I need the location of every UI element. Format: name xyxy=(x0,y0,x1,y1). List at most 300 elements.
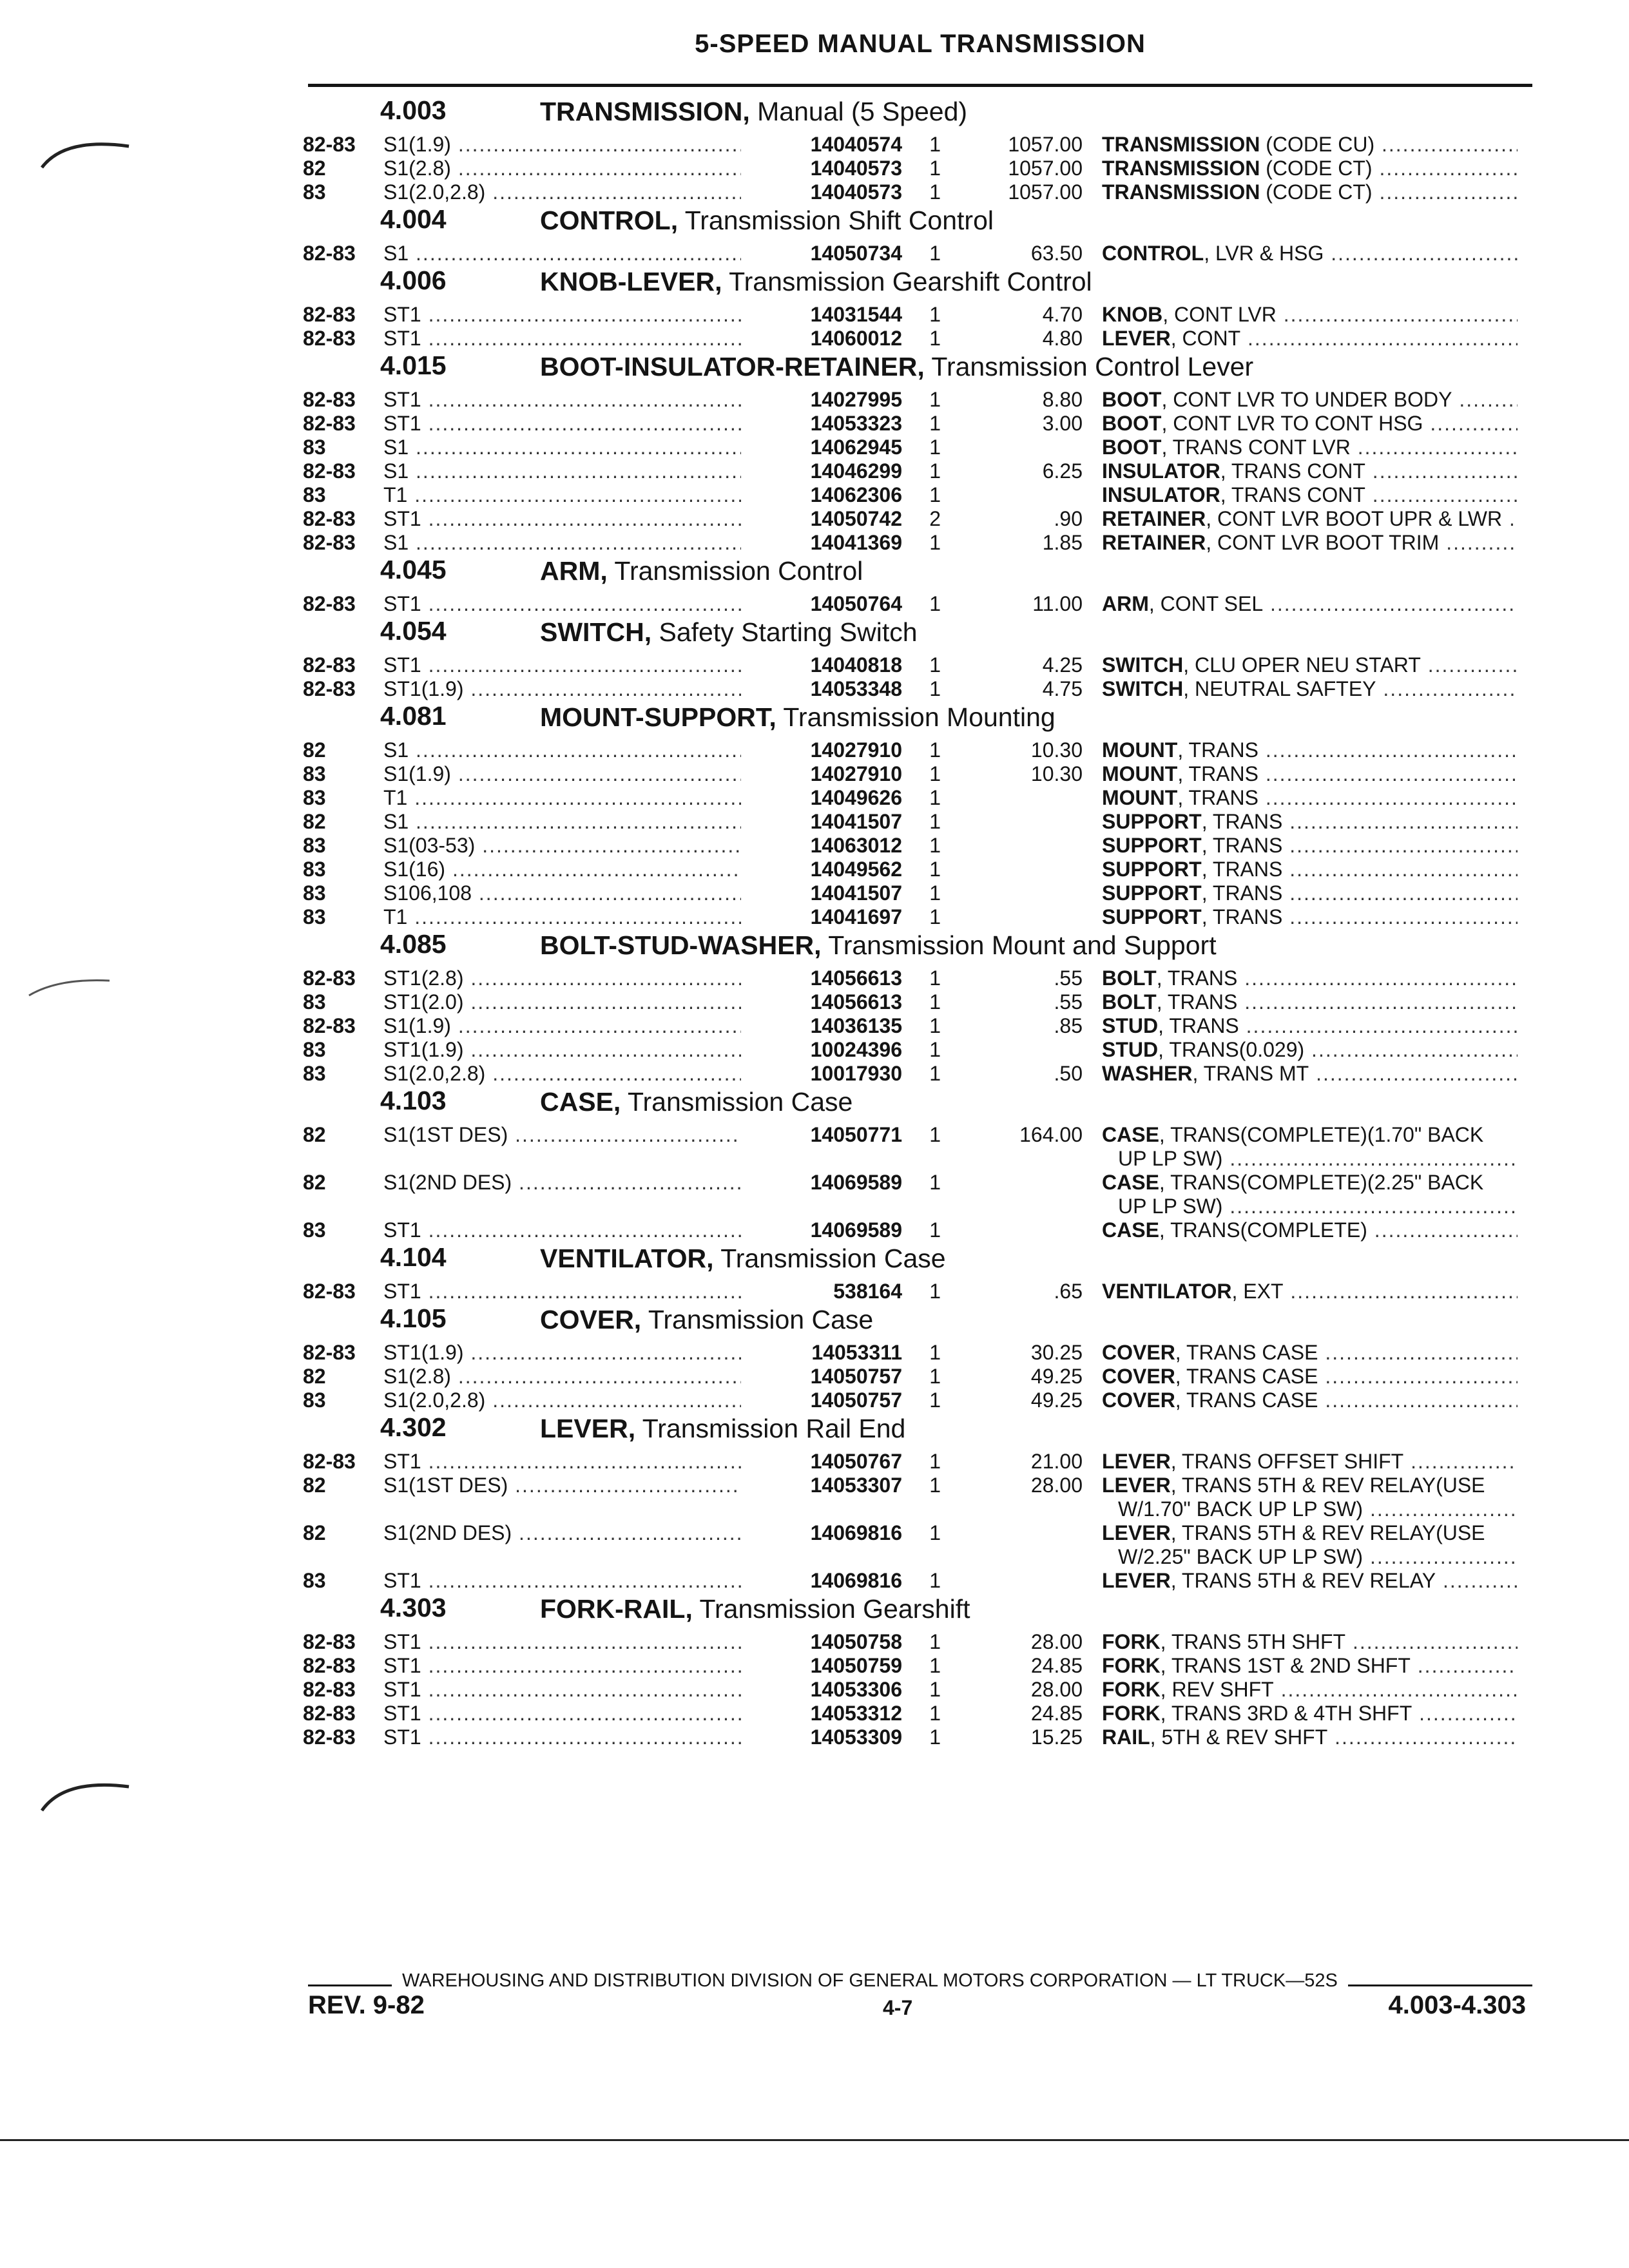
quantity: 1 xyxy=(929,762,941,785)
model-code: ST1 ..... xyxy=(383,1654,741,1678)
header-rule xyxy=(308,84,1532,87)
model-year: 82-83 xyxy=(303,1678,356,1701)
part-row xyxy=(303,180,1534,204)
price: 1057.00 xyxy=(1008,133,1083,156)
description-detail: (CODE CT) xyxy=(1260,157,1373,180)
description-line xyxy=(1102,507,1518,531)
model-year: 82 xyxy=(303,1123,326,1146)
quantity: 1 xyxy=(929,810,941,833)
model-year: 82-83 xyxy=(303,1014,356,1037)
description xyxy=(1102,1218,1518,1242)
part-row xyxy=(303,1014,1534,1038)
description-detail: , TRANS xyxy=(1201,881,1283,905)
description xyxy=(1102,436,1518,459)
description xyxy=(1102,966,1518,990)
part-number: 14053306 xyxy=(741,1678,902,1702)
price: 10.30 xyxy=(1030,762,1083,785)
model-code: ST1 ..... xyxy=(383,388,741,412)
section-title xyxy=(540,1087,853,1117)
description-line xyxy=(1102,1341,1518,1365)
section-title xyxy=(540,1594,970,1624)
section-subtitle: Transmission Control xyxy=(607,556,863,586)
bottom-rule xyxy=(0,2139,1629,2141)
price: .85 xyxy=(1054,1014,1083,1037)
part-number: 14050771 xyxy=(741,1123,902,1147)
section-name: VENTILATOR, xyxy=(540,1244,714,1273)
description xyxy=(1102,327,1518,351)
model-year: 83 xyxy=(303,1569,326,1592)
quantity: 1 xyxy=(929,1389,941,1412)
description xyxy=(1102,858,1518,881)
description xyxy=(1102,905,1518,929)
description-noun: BOOT xyxy=(1102,412,1162,435)
description-detail: , CONT LVR TO CONT HSG xyxy=(1161,412,1423,435)
description-noun: INSULATOR xyxy=(1102,483,1220,506)
part-number: 14050742 xyxy=(741,507,902,531)
part-row xyxy=(303,1171,1534,1218)
model-code: ST1(1.9) ..... xyxy=(383,1038,741,1062)
description xyxy=(1102,180,1518,204)
quantity: 1 xyxy=(929,1341,941,1364)
description-detail: , TRANS CONT xyxy=(1220,483,1365,506)
part-number: 14031544 xyxy=(741,303,902,327)
description xyxy=(1102,157,1518,180)
description-line xyxy=(1102,1014,1518,1038)
part-number: 10017930 xyxy=(741,1062,902,1086)
description xyxy=(1102,507,1518,531)
model-year: 82-83 xyxy=(303,388,356,411)
description-line xyxy=(1102,157,1518,180)
model-year: 83 xyxy=(303,834,326,857)
model-code: ST1 ..... xyxy=(383,1280,741,1303)
description-noun: FORK xyxy=(1102,1678,1161,1701)
part-row xyxy=(303,1521,1534,1569)
description-detail: , EXT xyxy=(1231,1280,1284,1303)
model-year: 83 xyxy=(303,990,326,1014)
price: 1057.00 xyxy=(1008,157,1083,180)
quantity: 1 xyxy=(929,459,941,483)
description-detail: , TRANS xyxy=(1158,1014,1239,1037)
section-title xyxy=(540,617,918,648)
model-year: 82 xyxy=(303,810,326,833)
part-row xyxy=(303,1365,1534,1389)
description-noun: WASHER xyxy=(1102,1062,1193,1085)
section-header xyxy=(303,616,1534,653)
part-row xyxy=(303,1678,1534,1702)
description-noun: BOOT xyxy=(1102,436,1162,459)
part-number: 14053312 xyxy=(741,1702,902,1725)
part-number: 14027995 xyxy=(741,388,902,412)
part-number: 14050767 xyxy=(741,1450,902,1474)
section-title xyxy=(540,97,967,127)
section-title xyxy=(540,702,1055,733)
section-name: FORK-RAIL, xyxy=(540,1594,693,1624)
quantity: 1 xyxy=(929,327,941,350)
description-line xyxy=(1102,966,1518,990)
description xyxy=(1102,677,1518,701)
description-detail: , TRANS 5TH & REV RELAY(USE xyxy=(1170,1521,1485,1544)
part-number: 14036135 xyxy=(741,1014,902,1038)
description-continuation: W/1.70" BACK UP LP SW) ..... xyxy=(1102,1497,1518,1521)
part-number: 14041507 xyxy=(741,810,902,834)
part-number: 14069589 xyxy=(741,1171,902,1195)
binder-hole-mark xyxy=(26,966,122,1005)
section-header xyxy=(303,555,1534,592)
model-year: 82-83 xyxy=(303,412,356,435)
section-name: BOLT-STUD-WASHER, xyxy=(540,930,822,960)
part-number: 14046299 xyxy=(741,459,902,483)
part-row xyxy=(303,810,1534,834)
model-code: S1(1.9) ..... xyxy=(383,762,741,786)
description-continuation: W/2.25" BACK UP LP SW) ..... xyxy=(1102,1545,1518,1569)
section-subtitle: Transmission Case xyxy=(621,1087,853,1117)
model-year: 82-83 xyxy=(303,1341,356,1364)
part-number: 14053309 xyxy=(741,1725,902,1749)
quantity: 1 xyxy=(929,483,941,506)
description-line xyxy=(1102,1474,1518,1497)
model-year: 82-83 xyxy=(303,133,356,156)
part-row xyxy=(303,1218,1534,1242)
part-number: 14060012 xyxy=(741,327,902,351)
price: 21.00 xyxy=(1030,1450,1083,1473)
description-detail: , LVR & HSG xyxy=(1204,242,1324,265)
description-detail: , TRANS 5TH SHFT xyxy=(1160,1630,1346,1653)
section-subtitle: Transmission Control Lever xyxy=(924,352,1254,381)
description-noun: COVER xyxy=(1102,1341,1175,1364)
description-line xyxy=(1102,388,1518,412)
quantity: 1 xyxy=(929,1678,941,1701)
section-name: MOUNT-SUPPORT, xyxy=(540,702,776,732)
section-header xyxy=(303,204,1534,242)
description-detail: , TRANS 5TH & REV RELAY xyxy=(1170,1569,1436,1592)
part-row xyxy=(303,242,1534,265)
description-detail: , TRANS(0.029) xyxy=(1158,1038,1305,1061)
model-code: ST1(2.0) ..... xyxy=(383,990,741,1014)
part-number: 14069816 xyxy=(741,1521,902,1545)
section-number: 4.103 xyxy=(380,1086,447,1115)
section-number: 4.302 xyxy=(380,1412,447,1442)
description-noun: TRANSMISSION xyxy=(1102,157,1260,180)
section-header xyxy=(303,265,1534,303)
model-code: S1(2.0,2.8) ..... xyxy=(383,1389,741,1412)
description xyxy=(1102,242,1518,265)
quantity: 1 xyxy=(929,303,941,326)
description-line xyxy=(1102,592,1518,616)
part-row xyxy=(303,1569,1534,1593)
model-year: 83 xyxy=(303,1038,326,1061)
description-line xyxy=(1102,1678,1518,1702)
price: 1.85 xyxy=(1042,531,1083,554)
model-year: 83 xyxy=(303,905,326,928)
description xyxy=(1102,531,1518,555)
description-line xyxy=(1102,1062,1518,1086)
part-number: 14056613 xyxy=(741,990,902,1014)
description-noun: KNOB xyxy=(1102,303,1163,326)
model-code: ST1 ..... xyxy=(383,1725,741,1749)
quantity: 1 xyxy=(929,388,941,411)
quantity: 1 xyxy=(929,436,941,459)
description-line xyxy=(1102,762,1518,786)
section-header xyxy=(303,1086,1534,1123)
description-detail: , TRANS 3RD & 4TH SHFT xyxy=(1160,1702,1412,1725)
description-line xyxy=(1102,738,1518,762)
model-code: ST1 ..... xyxy=(383,1630,741,1654)
description-detail: , CONT SEL xyxy=(1148,592,1264,615)
description-noun: LEVER xyxy=(1102,1569,1171,1592)
part-number: 14027910 xyxy=(741,762,902,786)
model-year: 82-83 xyxy=(303,507,356,530)
description-detail: , TRANS CONT xyxy=(1220,459,1365,483)
part-number: 14050758 xyxy=(741,1630,902,1654)
description-line xyxy=(1102,810,1518,834)
description-noun: RETAINER xyxy=(1102,531,1206,554)
price: 15.25 xyxy=(1030,1725,1083,1749)
section-name: COVER, xyxy=(540,1305,642,1334)
quantity: 1 xyxy=(929,858,941,881)
description-noun: BOOT xyxy=(1102,388,1162,411)
section-number: 4.104 xyxy=(380,1242,447,1272)
model-code: ST1 ..... xyxy=(383,1450,741,1474)
description-line xyxy=(1102,1389,1518,1412)
quantity: 1 xyxy=(929,1474,941,1497)
price: 4.75 xyxy=(1042,677,1083,700)
section-name: CONTROL, xyxy=(540,206,679,235)
model-year: 83 xyxy=(303,1218,326,1242)
model-code: ST1(1.9) ..... xyxy=(383,677,741,701)
description-detail: , CONT xyxy=(1170,327,1241,350)
description-line xyxy=(1102,1569,1518,1593)
part-row xyxy=(303,786,1534,810)
model-year: 82-83 xyxy=(303,1654,356,1677)
model-year: 82-83 xyxy=(303,677,356,700)
part-row xyxy=(303,1123,1534,1171)
section-name: ARM, xyxy=(540,556,608,586)
revision-label: REV. 9-82 xyxy=(308,1991,425,2019)
description xyxy=(1102,1341,1518,1365)
quantity: 1 xyxy=(929,1654,941,1677)
footer-dash-right xyxy=(1348,1984,1532,1986)
description-noun: CASE xyxy=(1102,1123,1159,1146)
description xyxy=(1102,412,1518,436)
quantity: 1 xyxy=(929,157,941,180)
description xyxy=(1102,738,1518,762)
price: 1057.00 xyxy=(1008,180,1083,204)
model-year: 82 xyxy=(303,1474,326,1497)
description xyxy=(1102,1123,1518,1171)
model-year: 82 xyxy=(303,738,326,762)
description-detail: , TRANS xyxy=(1156,990,1238,1014)
description xyxy=(1102,1474,1518,1521)
part-row xyxy=(303,459,1534,483)
part-row xyxy=(303,592,1534,616)
description xyxy=(1102,1654,1518,1678)
model-code: ST1 ..... xyxy=(383,412,741,436)
section-number: 4.003 xyxy=(380,95,447,125)
section-title xyxy=(540,1414,905,1444)
description-detail: , CONT LVR TO UNDER BODY xyxy=(1161,388,1452,411)
section-subtitle: Safety Starting Switch xyxy=(651,617,918,647)
model-year: 82 xyxy=(303,157,326,180)
description-line xyxy=(1102,1654,1518,1678)
description-noun: SUPPORT xyxy=(1102,881,1202,905)
footer-dash-left xyxy=(308,1984,392,1986)
description-line xyxy=(1102,1521,1518,1545)
description xyxy=(1102,1014,1518,1038)
part-row xyxy=(303,327,1534,351)
part-number: 14053348 xyxy=(741,677,902,701)
section-name: BOOT-INSULATOR-RETAINER, xyxy=(540,352,925,381)
description-noun: COVER xyxy=(1102,1365,1175,1388)
part-number: 14040574 xyxy=(741,133,902,157)
price: 4.80 xyxy=(1042,327,1083,350)
part-number: 14041507 xyxy=(741,881,902,905)
description-line xyxy=(1102,459,1518,483)
model-year: 83 xyxy=(303,483,326,506)
description xyxy=(1102,388,1518,412)
model-code: S1(2.0,2.8) ..... xyxy=(383,180,741,204)
part-number: 14050759 xyxy=(741,1654,902,1678)
model-code: ST1 ..... xyxy=(383,592,741,616)
description xyxy=(1102,834,1518,858)
description-noun: LEVER xyxy=(1102,327,1171,350)
price: 10.30 xyxy=(1030,738,1083,762)
description-noun: MOUNT xyxy=(1102,786,1178,809)
description-line xyxy=(1102,990,1518,1014)
description xyxy=(1102,483,1518,507)
model-year: 83 xyxy=(303,762,326,785)
model-year: 82-83 xyxy=(303,459,356,483)
description xyxy=(1102,1450,1518,1474)
description-line xyxy=(1102,483,1518,507)
description-detail: , TRANS xyxy=(1177,762,1258,785)
part-number: 14041369 xyxy=(741,531,902,555)
description-noun: FORK xyxy=(1102,1654,1161,1677)
part-number: 14041697 xyxy=(741,905,902,929)
section-subtitle: Transmission Case xyxy=(713,1244,946,1273)
page-number: 4-7 xyxy=(883,1996,913,2019)
description-line xyxy=(1102,1123,1518,1147)
price: 28.00 xyxy=(1030,1474,1083,1497)
description-line xyxy=(1102,1630,1518,1654)
description-noun: MOUNT xyxy=(1102,762,1178,785)
part-row xyxy=(303,966,1534,990)
part-number: 14049626 xyxy=(741,786,902,810)
model-code: S1 ..... xyxy=(383,810,741,834)
description-noun: MOUNT xyxy=(1102,738,1178,762)
section-subtitle: Transmission Gearshift xyxy=(692,1594,970,1624)
description xyxy=(1102,810,1518,834)
part-row xyxy=(303,653,1534,677)
price: 49.25 xyxy=(1030,1389,1083,1412)
quantity: 1 xyxy=(929,242,941,265)
part-number: 14050757 xyxy=(741,1365,902,1389)
description-detail: , TRANS CONT LVR xyxy=(1161,436,1351,459)
price: 8.80 xyxy=(1042,388,1083,411)
section-title xyxy=(540,556,863,586)
description-line xyxy=(1102,1171,1518,1195)
part-row xyxy=(303,881,1534,905)
description-noun: FORK xyxy=(1102,1702,1161,1725)
description-detail: , 5TH & REV SHFT xyxy=(1150,1725,1328,1749)
description-detail: , TRANS xyxy=(1201,810,1283,833)
description xyxy=(1102,1062,1518,1086)
quantity: 1 xyxy=(929,1702,941,1725)
model-code: S1 ..... xyxy=(383,459,741,483)
footer-text: WAREHOUSING AND DISTRIBUTION DIVISION OF GENERAL MOTORS CORPORATION — LT TRUCK—52S xyxy=(402,1970,1338,1991)
description-line xyxy=(1102,1725,1518,1749)
part-row xyxy=(303,412,1534,436)
model-code: T1 ..... xyxy=(383,786,741,810)
part-number: 14053311 xyxy=(741,1341,902,1365)
description xyxy=(1102,1171,1518,1218)
description xyxy=(1102,1569,1518,1593)
model-year: 82 xyxy=(303,1365,326,1388)
price: .55 xyxy=(1054,990,1083,1014)
description-detail: , NEUTRAL SAFTEY xyxy=(1183,677,1376,700)
model-code: S1(03-53) ..... xyxy=(383,834,741,858)
model-code: ST1 ..... xyxy=(383,1218,741,1242)
quantity: 1 xyxy=(929,1365,941,1388)
description-continuation: UP LP SW) ..... xyxy=(1102,1195,1518,1218)
description-detail: , CLU OPER NEU START xyxy=(1183,653,1421,677)
description xyxy=(1102,459,1518,483)
description-noun: SWITCH xyxy=(1102,653,1184,677)
description-noun: LEVER xyxy=(1102,1521,1171,1544)
quantity: 1 xyxy=(929,1062,941,1085)
description-detail: , TRANS(COMPLETE) xyxy=(1159,1218,1367,1242)
quantity: 1 xyxy=(929,1280,941,1303)
section-header xyxy=(303,701,1534,738)
description-line xyxy=(1102,653,1518,677)
description-line xyxy=(1102,786,1518,810)
model-year: 82-83 xyxy=(303,1280,356,1303)
quantity: 1 xyxy=(929,1521,941,1544)
description-noun: BOLT xyxy=(1102,966,1157,990)
quantity: 1 xyxy=(929,1171,941,1194)
description xyxy=(1102,1678,1518,1702)
model-code: ST1 ..... xyxy=(383,653,741,677)
model-code: S1(2.0,2.8) ..... xyxy=(383,1062,741,1086)
part-row xyxy=(303,677,1534,701)
model-year: 83 xyxy=(303,858,326,881)
price: 28.00 xyxy=(1030,1630,1083,1653)
part-row xyxy=(303,858,1534,881)
model-code: S1(2.8) ..... xyxy=(383,157,741,180)
quantity: 1 xyxy=(929,881,941,905)
part-row xyxy=(303,1389,1534,1412)
price: 63.50 xyxy=(1030,242,1083,265)
part-row xyxy=(303,905,1534,929)
model-code: S1 ..... xyxy=(383,436,741,459)
price: 30.25 xyxy=(1030,1341,1083,1364)
part-row xyxy=(303,133,1534,157)
part-number: 14053307 xyxy=(741,1474,902,1497)
description-noun: VENTILATOR xyxy=(1102,1280,1232,1303)
model-code: T1 ..... xyxy=(383,483,741,507)
price: 49.25 xyxy=(1030,1365,1083,1388)
part-row xyxy=(303,1038,1534,1062)
description-noun: SUPPORT xyxy=(1102,905,1202,928)
description-detail: , TRANS MT xyxy=(1192,1062,1309,1085)
price: 24.85 xyxy=(1030,1702,1083,1725)
description-detail: , TRANS 5TH & REV RELAY(USE xyxy=(1170,1474,1485,1497)
part-row xyxy=(303,1702,1534,1725)
model-year: 82-83 xyxy=(303,1702,356,1725)
description-noun: STUD xyxy=(1102,1014,1159,1037)
model-code: S1(2ND DES) ..... xyxy=(383,1521,741,1545)
section-subtitle: Transmission Case xyxy=(641,1305,874,1334)
description-detail: , CONT LVR xyxy=(1162,303,1277,326)
